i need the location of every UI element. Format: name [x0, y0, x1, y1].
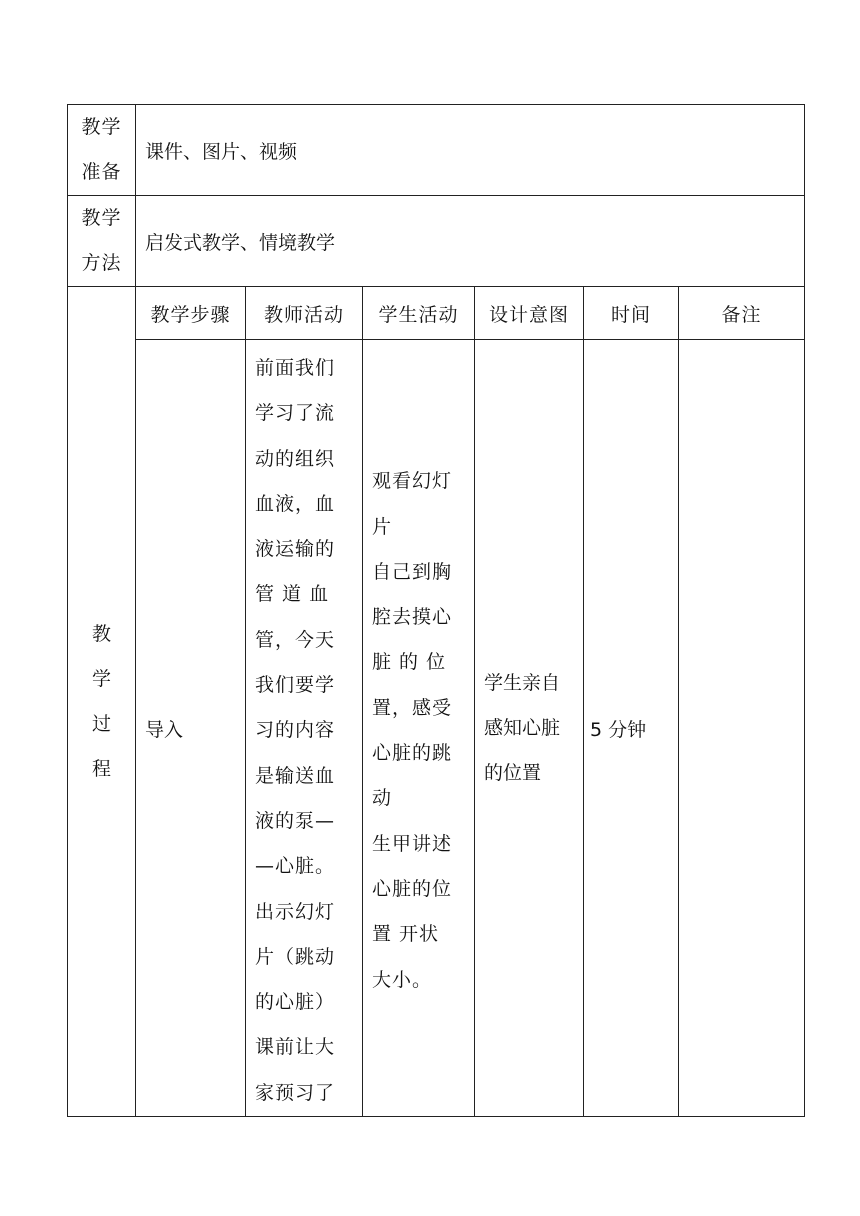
teacher-line: 课前让大	[255, 1036, 336, 1059]
header-time: 时间	[584, 287, 679, 340]
teacher-line: 的心脏）	[255, 991, 336, 1014]
teacher-line: 家预习了	[255, 1081, 336, 1104]
method-label-line: 教学	[81, 207, 122, 229]
header-teacher: 教师活动	[246, 287, 363, 340]
process-header-row	[68, 287, 805, 340]
teacher-line: 管，今天	[255, 628, 336, 651]
prep-label-line: 准备	[81, 161, 122, 183]
process-label-char: 程	[91, 757, 111, 780]
prep-label-line: 教学	[81, 116, 122, 138]
teacher-line: 血液，血	[255, 492, 336, 515]
teacher-line: —心脏。	[255, 855, 336, 878]
student-line: 置，感受	[372, 696, 453, 719]
intent-line: 感知心脏	[484, 716, 561, 739]
lesson-plan-table	[67, 104, 805, 1117]
teacher-line: 前面我们	[255, 357, 336, 379]
student-activity-cell	[363, 340, 475, 1117]
student-line: 心脏的位	[372, 877, 453, 900]
process-content-row	[68, 340, 805, 1117]
notes-cell	[679, 340, 805, 1117]
header-intent: 设计意图	[475, 287, 584, 340]
intent-line: 学生亲自	[484, 671, 561, 694]
process-label	[68, 287, 136, 1117]
teacher-line: 液的泵—	[255, 809, 336, 832]
student-line: 腔去摸心	[372, 606, 453, 629]
student-line: 置 开状	[372, 923, 440, 946]
student-line: 脏 的 位	[372, 651, 447, 674]
prep-row	[68, 105, 805, 196]
student-line: 动	[372, 787, 393, 810]
step-cell: 导入	[136, 340, 246, 1117]
header-notes: 备注	[679, 287, 805, 340]
teacher-line: 学习了流	[255, 402, 336, 425]
method-row	[68, 196, 805, 287]
teacher-activity-cell	[246, 340, 363, 1117]
teacher-line: 出示幻灯	[255, 900, 336, 923]
method-value: 启发式教学、情境教学	[136, 196, 805, 287]
prep-value: 课件、图片、视频	[136, 105, 805, 196]
method-label-line: 方法	[81, 252, 122, 274]
teacher-line: 习的内容	[255, 719, 336, 742]
student-line: 生甲讲述	[372, 832, 453, 855]
header-step: 教学步骤	[136, 287, 246, 340]
student-line: 大小。	[372, 968, 433, 991]
method-label	[68, 196, 136, 287]
header-student: 学生活动	[363, 287, 475, 340]
student-line: 观看幻灯	[372, 470, 453, 493]
teacher-line: 液运输的	[255, 538, 336, 561]
teacher-line: 我们要学	[255, 674, 336, 697]
student-line: 片	[372, 515, 393, 538]
process-label-char: 学	[91, 667, 111, 690]
prep-label	[68, 105, 136, 196]
process-label-char: 教	[91, 622, 111, 645]
design-intent-cell	[475, 340, 584, 1117]
teacher-line: 片（跳动	[255, 945, 336, 968]
student-line: 心脏的跳	[372, 742, 453, 765]
student-line: 自己到胸	[372, 560, 453, 583]
teacher-line: 是输送血	[255, 764, 336, 787]
time-cell: 5 分钟	[584, 340, 679, 1117]
teacher-line: 管 道 血	[255, 583, 330, 606]
process-label-char: 过	[91, 712, 111, 735]
teacher-line: 动的组织	[255, 447, 336, 470]
intent-line: 的位置	[484, 761, 542, 784]
